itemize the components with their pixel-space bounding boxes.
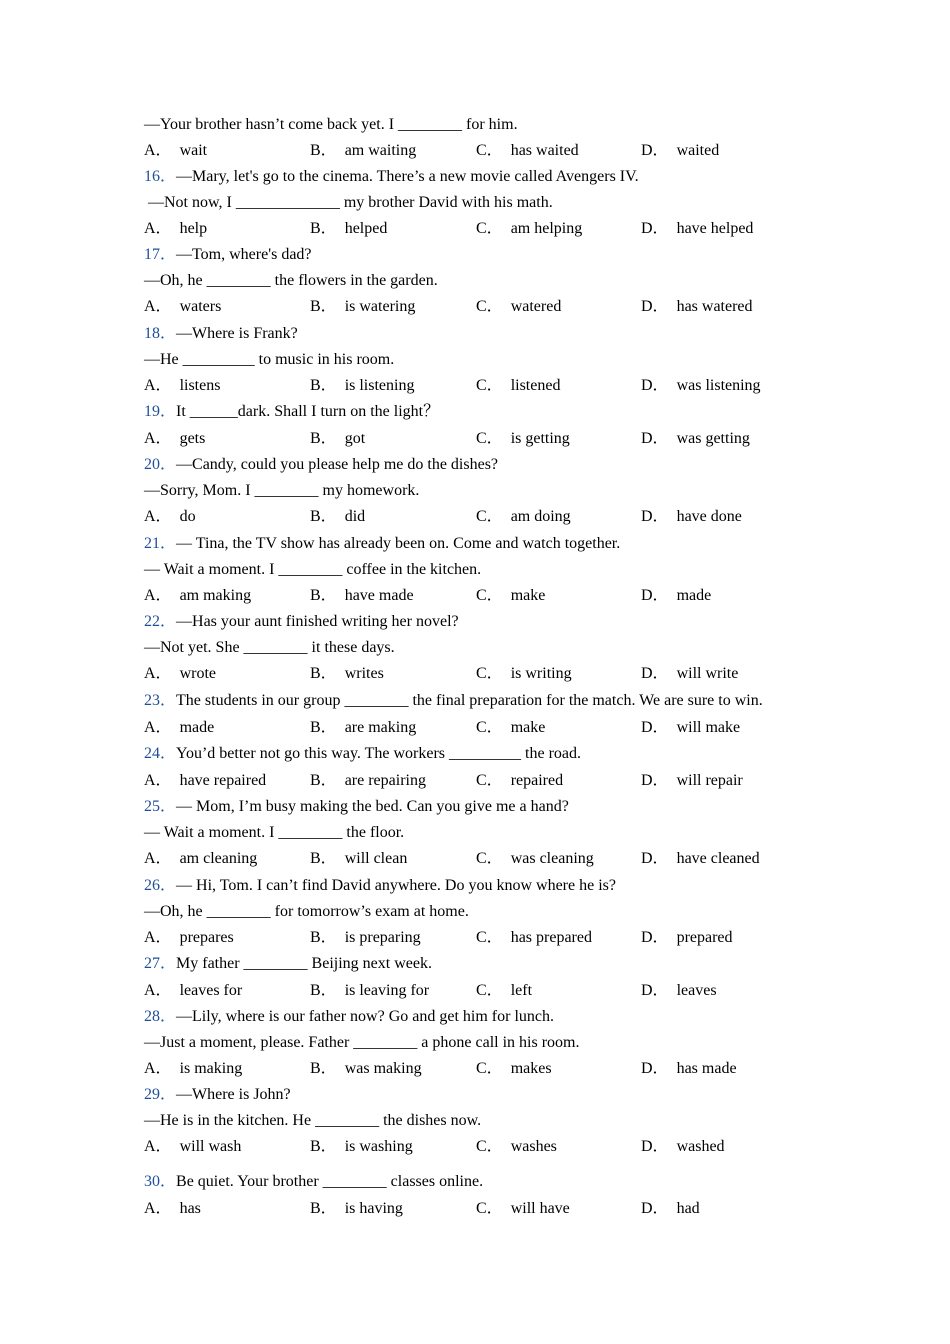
question-stem-line: —Oh, he ________ the flowers in the garden.	[144, 272, 438, 289]
option-a: A． have repaired	[144, 772, 267, 789]
option-c: C． washes	[476, 1138, 557, 1155]
question-19: 19．It ______dark. Shall I turn on the light？	[144, 403, 440, 420]
option-b: B． got	[310, 430, 366, 447]
option-c: C． is getting	[476, 430, 570, 447]
option-a: A． listens	[144, 377, 221, 394]
question-number: 27．	[144, 955, 177, 972]
question-number: 30．	[144, 1173, 177, 1190]
question-29: 29．—Where is John?	[144, 1086, 291, 1103]
option-d: D． waited	[641, 142, 720, 159]
option-d: D． has made	[641, 1060, 737, 1077]
question-17: 17．—Tom, where's dad?	[144, 246, 312, 263]
question-number: 26．	[144, 877, 177, 894]
option-d: D． have done	[641, 508, 742, 525]
question-number: 25．	[144, 798, 177, 815]
option-b: B． are making	[310, 719, 417, 736]
question-21: 21．— Tina, the TV show has already been on. Come and watch together.	[144, 535, 621, 552]
question-number: 23．	[144, 692, 177, 709]
question-16: 16．—Mary, let's go to the cinema. There’s a new movie called Avengers IV.	[144, 168, 639, 185]
option-a: A． gets	[144, 430, 206, 447]
option-a: A． waters	[144, 298, 222, 315]
option-d: D． leaves	[641, 982, 717, 999]
question-28: 28．—Lily, where is our father now? Go and get him for lunch.	[144, 1008, 554, 1025]
option-d: D． have helped	[641, 220, 754, 237]
option-c: C． has waited	[476, 142, 579, 159]
question-stem-line: —Your brother hasn’t come back yet. I ________ for him.	[144, 116, 518, 133]
question-stem-line: —Not now, I _____________ my brother David with his math.	[144, 194, 553, 211]
option-c: C． watered	[476, 298, 562, 315]
option-a: A． wait	[144, 142, 208, 159]
option-a: A． am making	[144, 587, 252, 604]
question-number: 22．	[144, 613, 177, 630]
option-b: B． writes	[310, 665, 384, 682]
question-number: 24．	[144, 745, 177, 762]
question-stem-line: — Wait a moment. I ________ coffee in the kitchen.	[144, 561, 482, 578]
option-d: D． prepared	[641, 929, 733, 946]
question-number: 16．	[144, 168, 177, 185]
option-b: B． am waiting	[310, 142, 417, 159]
question-stem-line: —He _________ to music in his room.	[144, 351, 395, 368]
question-number: 20．	[144, 456, 177, 473]
question-22: 22．—Has your aunt finished writing her novel?	[144, 613, 459, 630]
question-25: 25．— Mom, I’m busy making the bed. Can you give me a hand?	[144, 798, 569, 815]
question-27: 27．My father ________ Beijing next week.	[144, 955, 432, 972]
option-c: C． will have	[476, 1200, 570, 1217]
option-c: C． repaired	[476, 772, 564, 789]
option-b: B． helped	[310, 220, 388, 237]
option-a: A． made	[144, 719, 215, 736]
option-b: B． have made	[310, 587, 414, 604]
option-a: A． is making	[144, 1060, 243, 1077]
option-a: A． do	[144, 508, 196, 525]
option-d: D． have cleaned	[641, 850, 760, 867]
question-number: 18．	[144, 325, 177, 342]
question-26: 26．— Hi, Tom. I can’t find David anywhere. Do you know where he is?	[144, 877, 616, 894]
option-b: B． will clean	[310, 850, 408, 867]
option-b: B． is having	[310, 1200, 403, 1217]
option-c: C． left	[476, 982, 533, 999]
option-d: D． was listening	[641, 377, 761, 394]
question-stem-line: —Not yet. She ________ it these days.	[144, 639, 395, 656]
question-number: 19．	[144, 403, 177, 420]
option-c: C． has prepared	[476, 929, 592, 946]
option-b: B． is washing	[310, 1138, 413, 1155]
option-d: D． will repair	[641, 772, 743, 789]
option-c: C． is writing	[476, 665, 572, 682]
option-b: B． did	[310, 508, 366, 525]
option-d: D． washed	[641, 1138, 725, 1155]
option-c: C． make	[476, 587, 546, 604]
question-23: 23．The students in our group ________ the final preparation for the match. We are sure to win.	[144, 692, 763, 709]
question-number: 17．	[144, 246, 177, 263]
option-a: A． leaves for	[144, 982, 243, 999]
option-a: A． has	[144, 1200, 201, 1217]
question-18: 18．—Where is Frank?	[144, 325, 298, 342]
option-d: D． has watered	[641, 298, 753, 315]
question-stem-line: — Wait a moment. I ________ the floor.	[144, 824, 405, 841]
option-d: D． had	[641, 1200, 700, 1217]
option-a: A． am cleaning	[144, 850, 258, 867]
option-a: A． wrote	[144, 665, 216, 682]
option-c: C． was cleaning	[476, 850, 594, 867]
question-20: 20．—Candy, could you please help me do the dishes?	[144, 456, 499, 473]
option-d: D． was getting	[641, 430, 750, 447]
question-24: 24．You’d better not go this way. The workers _________ the road.	[144, 745, 581, 762]
option-c: C． make	[476, 719, 546, 736]
option-b: B． are repairing	[310, 772, 426, 789]
option-c: C． am helping	[476, 220, 583, 237]
option-b: B． is listening	[310, 377, 415, 394]
option-b: B． is leaving for	[310, 982, 430, 999]
question-30: 30．Be quiet. Your brother ________ classes online.	[144, 1173, 484, 1190]
question-stem-line: —He is in the kitchen. He ________ the dishes now.	[144, 1112, 482, 1129]
question-stem-line: —Just a moment, please. Father ________ a phone call in his room.	[144, 1034, 580, 1051]
option-c: C． am doing	[476, 508, 571, 525]
question-number: 28．	[144, 1008, 177, 1025]
option-d: D． will write	[641, 665, 739, 682]
option-b: B． is preparing	[310, 929, 421, 946]
question-stem-line: —Oh, he ________ for tomorrow’s exam at home.	[144, 903, 469, 920]
option-a: A． will wash	[144, 1138, 242, 1155]
option-d: D． will make	[641, 719, 741, 736]
option-a: A． prepares	[144, 929, 234, 946]
option-d: D． made	[641, 587, 712, 604]
question-number: 29．	[144, 1086, 177, 1103]
option-c: C． makes	[476, 1060, 552, 1077]
question-stem-line: —Sorry, Mom. I ________ my homework.	[144, 482, 420, 499]
option-c: C． listened	[476, 377, 561, 394]
option-b: B． is watering	[310, 298, 416, 315]
option-a: A． help	[144, 220, 208, 237]
question-number: 21．	[144, 535, 177, 552]
option-b: B． was making	[310, 1060, 422, 1077]
